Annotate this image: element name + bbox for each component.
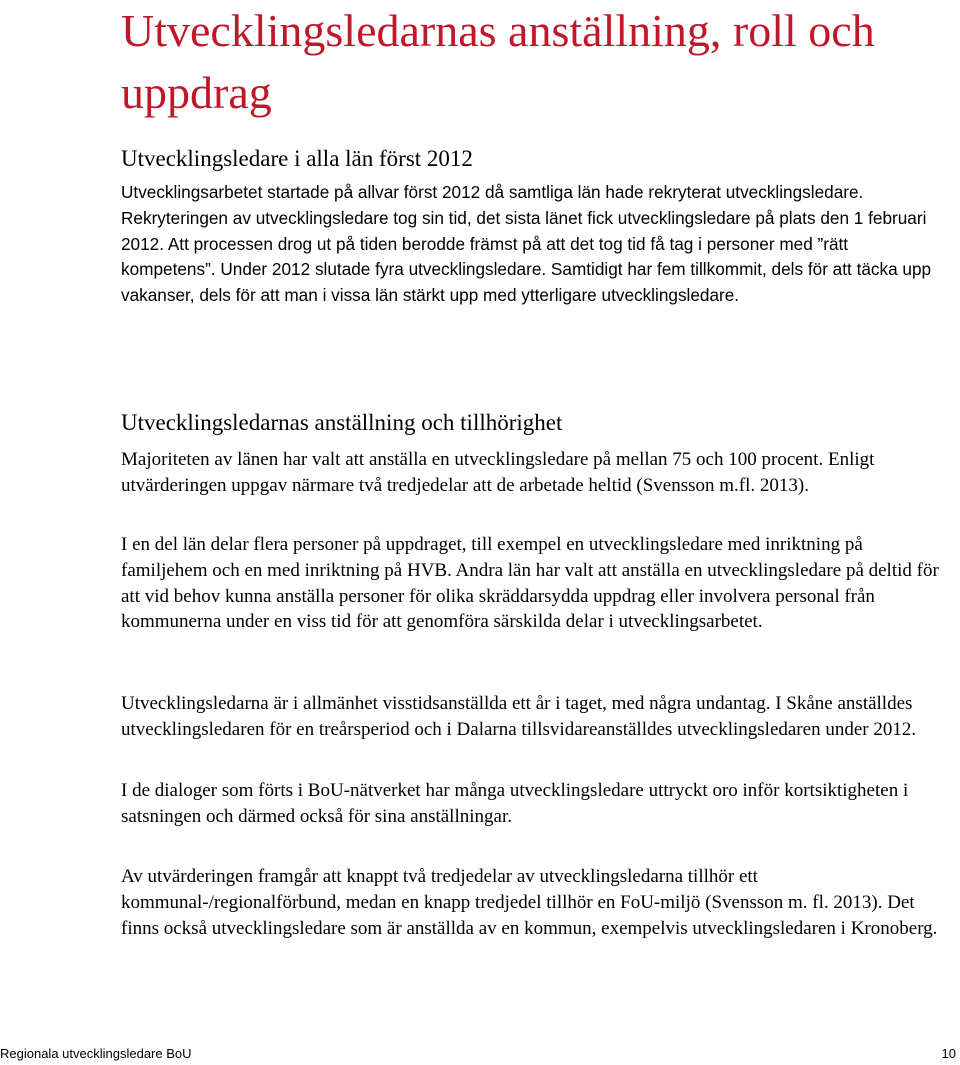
footer-title: Regionala utvecklingsledare BoU (0, 1046, 192, 1061)
paragraph-5: I de dialoger som förts i BoU-nätverket har många utvecklingsledare uttryckt oro inför kortsiktigheten i satsningen och därmed också för sina anställningar. (121, 780, 909, 827)
paragraph-1: Utvecklingsarbetet startade på allvar först 2012 då samtliga län hade rekryterat utvecklingsledare. Rekryteringen av utvecklingsledare tog sin tid, det sista länet fick utvecklingsledare på plats den 1 februari 2012. Att processen drog ut på tiden berodde främst på att det tog tid få tag i personer med ”rätt kompetens”. Under 2012 slutade fyra utvecklingsledare. Samtidigt har fem tillkommit, dels för att täcka upp vakanser, dels för att man i vissa län stärkt upp med ytterligare utvecklingsledare. (121, 182, 932, 306)
section-heading-1: Utvecklingsledare i alla län först 2012 (121, 146, 473, 171)
paragraph-3: I en del län delar flera personer på uppdraget, till exempel en utvecklingsledare med inriktning på familjehem och en med inriktning på HVB. Andra län har valt att anställa en utvecklingsledare på deltid för att vid behov kunna anställa personer för olika skräddarsydda uppdrag eller involvera personal från kommunerna under en viss tid för att genomföra särskilda delar i utvecklingsarbetet. (121, 534, 939, 633)
paragraph-6: Av utvärderingen framgår att knappt två tredjedelar av utvecklingsledarna tillhör ett kommunal-/regionalförbund, medan en knapp tredjedel tillhör en FoU-miljö (Svensson m. fl. 2013). Det finns också utvecklingsledare som är anställda av en kommun, exempelvis utvecklingsledaren i Kronoberg. (121, 866, 938, 939)
paragraph-4: Utvecklingsledarna är i allmänhet visstidsanställda ett år i taget, med några undantag. I Skåne anställdes utvecklingsledaren för en treårsperiod och i Dalarna tillsvidareanställdes utvecklingsledaren under 2012. (121, 693, 917, 740)
page-title: Utvecklingsledarnas anställning, roll och uppdrag (121, 5, 875, 118)
page-number: 10 (941, 1046, 956, 1061)
section-heading-2: Utvecklingsledarnas anställning och tillhörighet (121, 410, 563, 435)
paragraph-2: Majoriteten av länen har valt att anställa en utvecklingsledare på mellan 75 och 100 procent. Enligt utvärderingen uppgav närmare två tredjedelar att de arbetade heltid (Svensson m.fl. 2013). (121, 449, 875, 496)
